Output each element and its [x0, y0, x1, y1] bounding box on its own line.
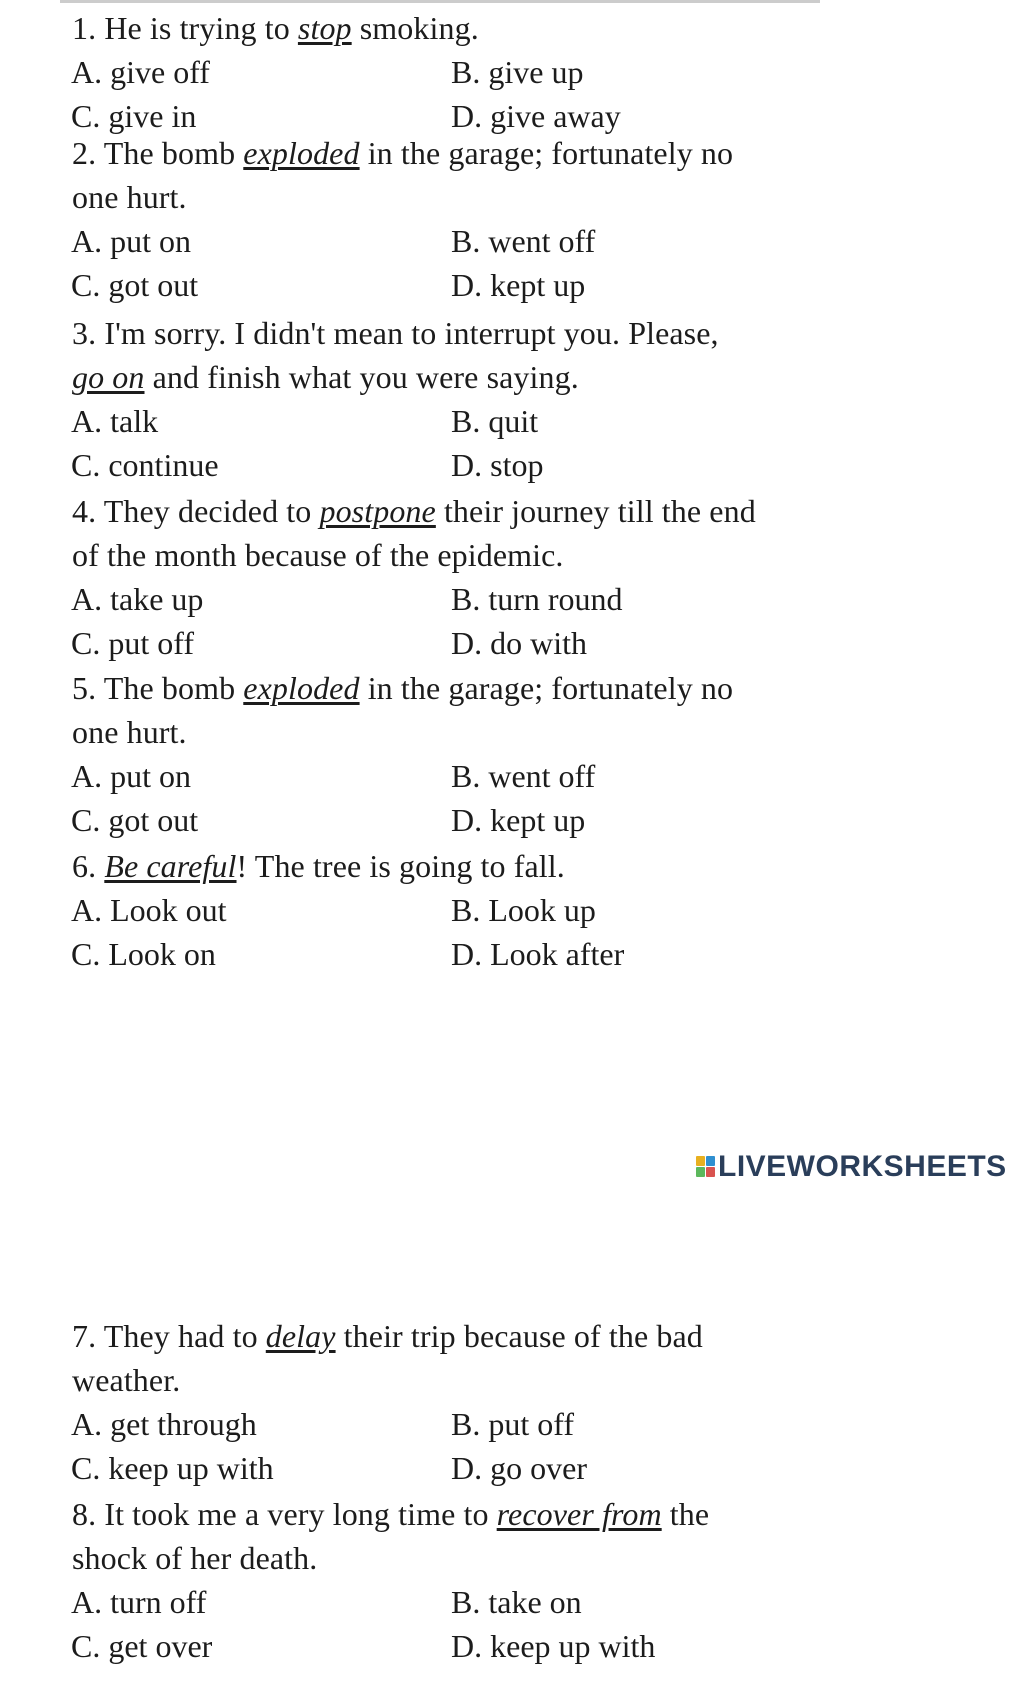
option-text: put on	[110, 758, 191, 794]
option-text: went off	[488, 758, 596, 794]
question-3-option-c[interactable]	[68, 447, 219, 483]
option-text: turn off	[110, 1584, 207, 1620]
option-text: give in	[108, 98, 197, 134]
option-letter: A.	[68, 1584, 104, 1620]
question-text: He is trying to	[104, 10, 298, 46]
question-text: and finish what you were saying.	[144, 359, 579, 395]
underlined-phrase: delay	[265, 1318, 336, 1354]
question-3-line-1	[72, 315, 719, 351]
underlined-phrase: postpone	[319, 493, 436, 529]
option-letter: C.	[68, 1450, 102, 1486]
question-4-option-c[interactable]	[68, 625, 194, 661]
option-text: keep up with	[108, 1450, 274, 1486]
option-letter: C.	[68, 98, 102, 134]
option-text: continue	[108, 447, 219, 483]
option-text: take up	[110, 581, 204, 617]
option-text: get over	[108, 1628, 213, 1664]
option-text: do with	[490, 625, 587, 661]
question-8-line-1	[72, 1496, 709, 1532]
question-1-option-a[interactable]	[68, 54, 210, 90]
question-text: The bomb	[103, 135, 244, 171]
underlined-phrase: exploded	[243, 135, 360, 171]
question-5-line-2	[72, 714, 187, 750]
question-2-line-1	[72, 135, 733, 171]
question-number: 2.	[72, 135, 97, 171]
underlined-phrase: go on	[72, 359, 145, 395]
question-1-line-1	[72, 10, 479, 46]
question-6-option-b[interactable]	[448, 892, 596, 928]
option-letter: D.	[448, 1628, 484, 1664]
question-5-option-c[interactable]	[68, 802, 198, 838]
option-text: got out	[108, 267, 199, 303]
question-2-option-c[interactable]	[68, 267, 198, 303]
underlined-phrase: stop	[297, 10, 352, 46]
option-letter: B.	[448, 403, 482, 439]
question-4-option-d[interactable]	[448, 625, 587, 661]
option-text: kept up	[490, 802, 586, 838]
underlined-phrase: recover from	[496, 1496, 662, 1532]
option-letter: C.	[68, 936, 102, 972]
question-3-option-b[interactable]	[448, 403, 538, 439]
question-text: in the garage; fortunately no	[359, 670, 734, 706]
question-text: their trip because of the bad	[335, 1318, 703, 1354]
question-7-option-b[interactable]	[448, 1406, 574, 1442]
question-7-option-d[interactable]	[448, 1450, 587, 1486]
question-2-line-2	[72, 179, 187, 215]
option-letter: C.	[68, 267, 102, 303]
option-letter: B.	[448, 54, 482, 90]
question-5-option-b[interactable]	[448, 758, 595, 794]
question-6-line-1	[72, 848, 565, 884]
top-divider-line	[60, 0, 820, 3]
question-6-option-a[interactable]	[68, 892, 227, 928]
question-text: of the month because of the epidemic.	[72, 537, 564, 573]
question-3-option-a[interactable]	[68, 403, 158, 439]
question-3-line-2	[72, 359, 579, 395]
question-number: 5.	[72, 670, 97, 706]
question-number: 6.	[72, 848, 97, 884]
option-text: give away	[490, 98, 621, 134]
option-letter: C.	[68, 447, 102, 483]
option-letter: B.	[448, 1406, 482, 1442]
option-letter: B.	[448, 223, 482, 259]
option-letter: A.	[68, 892, 104, 928]
option-letter: B.	[448, 1584, 482, 1620]
question-number: 8.	[72, 1496, 97, 1532]
question-text: I'm sorry. I didn't mean to interrupt you. Please,	[104, 315, 719, 351]
option-text: give up	[488, 54, 584, 90]
option-letter: D.	[448, 267, 484, 303]
question-7-line-2	[72, 1362, 180, 1398]
question-4-line-1	[72, 493, 756, 529]
question-5-option-d[interactable]	[448, 802, 585, 838]
option-text: get through	[110, 1406, 257, 1442]
option-text: keep up with	[490, 1628, 656, 1664]
option-letter: A.	[68, 1406, 104, 1442]
underlined-phrase: Be careful	[104, 848, 237, 884]
question-8-option-c[interactable]	[68, 1628, 212, 1664]
question-4-option-a[interactable]	[68, 581, 203, 617]
liveworksheets-logo-icon	[696, 1156, 716, 1178]
option-letter: C.	[68, 1628, 102, 1664]
option-text: stop	[490, 447, 544, 483]
question-text: They had to	[103, 1318, 266, 1354]
question-6-option-d[interactable]	[448, 936, 624, 972]
option-text: Look up	[488, 892, 596, 928]
option-letter: D.	[448, 936, 484, 972]
question-5-line-1	[72, 670, 733, 706]
liveworksheets-watermark	[696, 1150, 1007, 1184]
question-text: weather.	[72, 1362, 181, 1398]
question-text: their journey till the end	[435, 493, 756, 529]
option-text: Look after	[490, 936, 625, 972]
option-letter: A.	[68, 403, 104, 439]
question-8-option-a[interactable]	[68, 1584, 206, 1620]
question-2-option-d[interactable]	[448, 267, 585, 303]
option-letter: C.	[68, 625, 102, 661]
brand-name: LIVEWORKSHEETS	[718, 1150, 1007, 1183]
option-text: talk	[110, 403, 159, 439]
question-text: It took me a very long time to	[104, 1496, 497, 1532]
question-7-option-a[interactable]	[68, 1406, 257, 1442]
question-number: 7.	[72, 1318, 97, 1354]
question-3-option-d[interactable]	[448, 447, 543, 483]
question-4-line-2	[72, 537, 564, 573]
question-1-option-b[interactable]	[448, 54, 583, 90]
option-letter: A.	[68, 581, 104, 617]
question-text: in the garage; fortunately no	[359, 135, 734, 171]
option-letter: B.	[448, 892, 482, 928]
question-7-option-c[interactable]	[68, 1450, 274, 1486]
question-text: ! The tree is going to fall.	[236, 848, 565, 884]
option-text: put on	[110, 223, 191, 259]
option-text: take on	[488, 1584, 582, 1620]
question-number: 3.	[72, 315, 97, 351]
question-text: They decided to	[103, 493, 320, 529]
question-8-line-2	[72, 1540, 317, 1576]
question-text: one hurt.	[72, 179, 187, 215]
option-letter: D.	[448, 98, 484, 134]
question-8-option-d[interactable]	[448, 1628, 655, 1664]
underlined-phrase: exploded	[243, 670, 360, 706]
option-text: put off	[108, 625, 194, 661]
option-text: got out	[108, 802, 199, 838]
option-letter: D.	[448, 625, 484, 661]
option-letter: D.	[448, 447, 484, 483]
question-6-option-c[interactable]	[68, 936, 216, 972]
option-letter: A.	[68, 54, 104, 90]
option-letter: A.	[68, 223, 104, 259]
option-text: quit	[488, 403, 539, 439]
question-2-option-b[interactable]	[448, 223, 595, 259]
question-text: the	[661, 1496, 710, 1532]
question-number: 4.	[72, 493, 97, 529]
question-text: The bomb	[103, 670, 244, 706]
option-text: Look out	[110, 892, 227, 928]
question-4-option-b[interactable]	[448, 581, 623, 617]
question-1-option-d[interactable]	[448, 98, 621, 134]
option-text: go over	[490, 1450, 587, 1486]
option-text: went off	[488, 223, 596, 259]
option-letter: A.	[68, 758, 104, 794]
option-letter: B.	[448, 581, 482, 617]
question-7-line-1	[72, 1318, 703, 1354]
option-text: turn round	[488, 581, 623, 617]
option-text: put off	[488, 1406, 574, 1442]
question-text: smoking.	[351, 10, 479, 46]
option-text: give off	[110, 54, 210, 90]
option-text: Look on	[108, 936, 216, 972]
question-8-option-b[interactable]	[448, 1584, 582, 1620]
question-text: shock of her death.	[72, 1540, 318, 1576]
option-letter: D.	[448, 802, 484, 838]
option-text: kept up	[490, 267, 586, 303]
question-number: 1.	[72, 10, 97, 46]
option-letter: C.	[68, 802, 102, 838]
option-letter: D.	[448, 1450, 484, 1486]
question-2-option-a[interactable]	[68, 223, 191, 259]
question-1-option-c[interactable]	[68, 98, 196, 134]
question-text: one hurt.	[72, 714, 187, 750]
option-letter: B.	[448, 758, 482, 794]
question-5-option-a[interactable]	[68, 758, 191, 794]
